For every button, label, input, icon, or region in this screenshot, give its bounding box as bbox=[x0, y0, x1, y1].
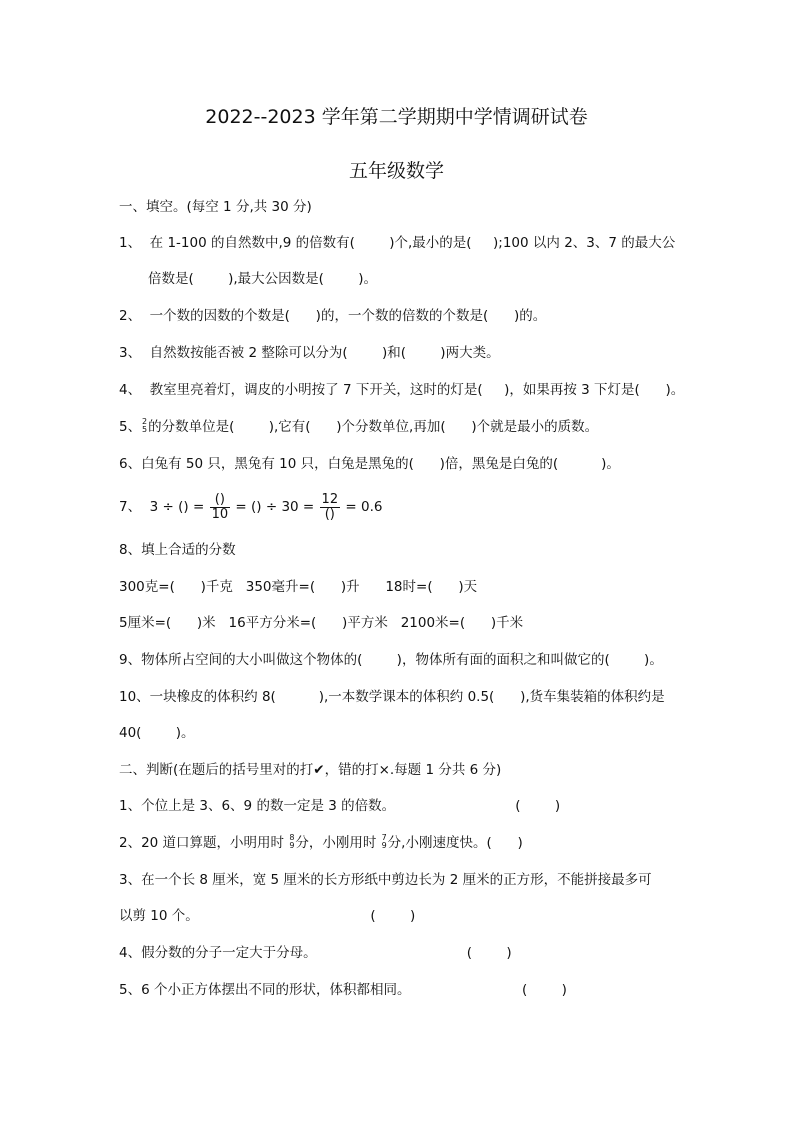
judge-2-middle: 分，小刚用时 bbox=[295, 835, 381, 851]
fraction-denominator: 5 bbox=[142, 425, 148, 434]
question-3: 3、 自然数按能否被 2 整除可以分为( )和( )两大类。 bbox=[119, 345, 500, 361]
question-7-fraction-1 bbox=[210, 493, 231, 522]
question-9: 9、物体所占空间的大小叫做这个物体的( )，物体所有面的面积之和叫做它的( )。 bbox=[119, 652, 663, 668]
question-7-prefix: 7、 3 ÷ () = bbox=[119, 499, 209, 515]
question-8-heading: 8、填上合适的分数 bbox=[119, 542, 236, 558]
question-1-line-1: 1、 在 1-100 的自然数中,9 的倍数有( )个,最小的是( );100 以内 2、3、7 的最大公 bbox=[119, 235, 676, 251]
judge-3-line-2: 以剪 10 个。 ( ) bbox=[119, 908, 416, 924]
judge-2 bbox=[119, 834, 523, 852]
question-5 bbox=[119, 418, 598, 436]
question-6: 6、白兔有 50 只，黑兔有 10 只，白兔是黑兔的( )倍，黑兔是白兔的( )。 bbox=[119, 456, 620, 472]
question-5-fraction bbox=[141, 418, 148, 434]
question-7-end: = 0.6 bbox=[341, 499, 383, 515]
question-5-text: 的分数单位是( ),它有( )个分数单位,再加( )个就是最小的质数。 bbox=[148, 419, 599, 435]
question-4: 4、 教室里亮着灯，调皮的小明按了 7 下开关，这时的灯是( )，如果再按 3 下灯是( )。 bbox=[119, 382, 685, 398]
fraction-numerator: 7 bbox=[381, 833, 387, 842]
exam-title: 2022--2023 学年第二学期期中学情调研试卷 bbox=[205, 106, 588, 128]
judge-5: 5、6 个小正方体摆出不同的形状，体积都相同。 ( ) bbox=[119, 982, 567, 998]
question-7 bbox=[119, 490, 382, 524]
judge-3-line-1: 3、在一个长 8 厘米，宽 5 厘米的长方形纸中剪边长为 2 厘米的正方形，不能拼接最多可 bbox=[119, 872, 652, 888]
fraction-numerator: 2 bbox=[142, 417, 148, 426]
question-8-line-1: 300克=( )千克 350毫升=( )升 18时=( )天 bbox=[119, 579, 478, 595]
fraction-numerator: () bbox=[210, 493, 231, 508]
fraction-denominator: 9 bbox=[289, 841, 295, 850]
fraction-denominator: 9 bbox=[381, 841, 387, 850]
judge-2-prefix: 2、20 道口算题，小明用时 bbox=[119, 835, 289, 851]
question-5-prefix: 5、 bbox=[119, 419, 142, 435]
question-1-line-2: 倍数是( ),最大公因数是( )。 bbox=[148, 271, 378, 287]
section2-heading: 二、判断(在题后的括号里对的打✔，错的打×.每题 1 分共 6 分) bbox=[119, 762, 502, 778]
question-10-line-1: 10、一块橡皮的体积约 8( ),一本数学课本的体积约 0.5( ),货车集装箱的体积约是 bbox=[119, 689, 665, 705]
judge-1: 1、个位上是 3、6、9 的数一定是 3 的倍数。 ( ) bbox=[119, 798, 561, 814]
question-10-line-2: 40( )。 bbox=[119, 725, 195, 741]
fraction-denominator: 10 bbox=[211, 506, 229, 522]
judge-2-fraction-1 bbox=[288, 834, 295, 850]
fraction-numerator: 8 bbox=[289, 833, 295, 842]
judge-4: 4、假分数的分子一定大于分母。 ( ) bbox=[119, 945, 512, 961]
question-2: 2、 一个数的因数的个数是( )的，一个数的倍数的个数是( )的。 bbox=[119, 308, 547, 324]
question-7-fraction-2 bbox=[320, 493, 341, 522]
section1-heading: 一、填空。(每空 1 分,共 30 分) bbox=[119, 199, 312, 215]
question-8-line-2: 5厘米=( )米 16平方分米=( )平方米 2100米=( )千米 bbox=[119, 615, 524, 631]
fraction-denominator: () bbox=[324, 506, 335, 522]
fraction-numerator: 12 bbox=[321, 491, 339, 507]
exam-subtitle: 五年级数学 bbox=[348, 160, 444, 182]
question-7-middle: = () ÷ 30 = bbox=[231, 499, 319, 515]
judge-2-end: 分,小刚速度快。( ) bbox=[387, 835, 523, 851]
judge-2-fraction-2 bbox=[381, 834, 388, 850]
